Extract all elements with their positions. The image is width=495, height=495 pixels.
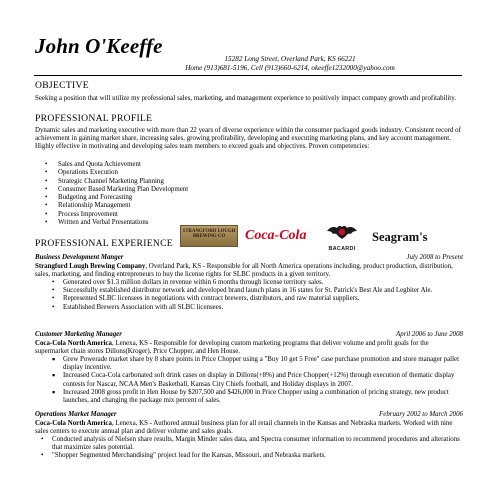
list-item: ▪ Increased Coca-Cola carbonated soft drink cases on display in Dillons(+8%) and Price Chopper(+12%) through execution of thematic display contests for Nascar, NCAA Men's Basketball, Kansas City Chiefs football, and Holiday displays in 2007.: [52, 372, 463, 388]
job-title: Customer Marketing Manager: [35, 331, 122, 338]
candidate-name: John O'Keeffe: [35, 34, 163, 58]
list-item: • Successfully established distributor network and developed brand launch plans in 16 states for St. Patrick's Best Ale and Legbiter Ale.: [52, 287, 463, 295]
job-entry: [35, 331, 463, 405]
objective-text: Seeking a position that will utilize my professional sales, marketing, and management experience to positively impact company growth and profitability.: [35, 95, 456, 102]
job-summary: [35, 340, 463, 356]
job-company: Strangford Lough Brewing Company: [35, 262, 146, 270]
competency-list: [45, 161, 188, 227]
job-summary: [35, 263, 463, 279]
list-item: • Established Brewers Association with all SLBC licensees.: [52, 304, 463, 312]
bacardi-logo: [325, 223, 359, 252]
job-dates: April 2006 to June 2008: [396, 331, 463, 338]
list-item: ▪ Increased 2008 gross profit in Hen House by $207,500 and $426,000 in Price Chopper using a combination of pricing strategy, new product launches, and changing the package mix percent of sales.: [52, 389, 463, 405]
list-item: ▪ Grew Powerade market share by 8 share points in Price Chopper using a "Buy 10 get 5 Free" case purchase promotion and store manager pallet display incentive.: [52, 356, 463, 372]
job-bullet-list: [35, 436, 463, 461]
job-header: [35, 331, 463, 340]
job-entry: [35, 411, 463, 461]
job-title: Operations Market Manager: [35, 411, 117, 418]
contact-line: Home (913)681-5196, Cell (913)660-6214, okeeffe1232000@yahoo.com: [185, 64, 395, 72]
list-item: • "Shopper Segmented Merchandising" project lead for the Kansas, Missouri, and Nebraska markets.: [41, 452, 463, 460]
job-dates: February 2002 to March 2006: [379, 411, 463, 418]
address-line: 15282 Long Street, Overland Park, KS 66221: [224, 55, 356, 63]
bat-icon: [325, 223, 359, 241]
list-item: • Budgeting and Forecasting: [45, 194, 188, 202]
contact-block: [170, 55, 410, 73]
profile-heading: PROFESSIONAL PROFILE: [35, 113, 153, 124]
list-item: • Operations Execution: [45, 169, 188, 177]
job-dates: July 2008 to Present: [406, 254, 463, 261]
seagrams-logo: [372, 230, 434, 246]
list-item: • Conducted analysis of Nielsen share results, Margin Minder sales data, and Spectra consumer information to recommend procedures and alterations that maximize sales potential.: [41, 436, 463, 452]
job-title: Business Development Manger: [35, 254, 124, 261]
list-item: • Generated over $1.3 million dollars in revenue within 6 months through license territory sales.: [52, 279, 463, 287]
header-rule: [34, 75, 462, 76]
job-header: [35, 254, 463, 263]
experience-heading: PROFESSIONAL EXPERIENCE: [35, 238, 173, 249]
job-company: Coca-Cola North America: [35, 419, 112, 427]
profile-text: Dynamic sales and marketing executive with more than 22 years of diverse experience within the consumer packaged goods industry. Consistent record of achievement in gaining market share, increasing sales, growing profitability, developing and executing marketing plans, and key account management. Highly effective in motivating and developing sales team members to exceed goals and objectives. Proven competencies:: [35, 127, 461, 151]
job-company: Coca-Cola North America: [35, 339, 112, 347]
seagrams-logo-text: Seagram's: [372, 230, 428, 244]
job-summary-text: , Overland Park, KS - Responsible for all North America operations including, product production, distribution, sales, marketing, and finding entrepreneurs to buy the license rights for SLBC products in a given territory.: [35, 262, 453, 278]
strangford-lough-logo: [180, 225, 238, 247]
coca-cola-logo-text: Coca-Cola: [245, 228, 307, 243]
list-item: • Relationship Management: [45, 202, 188, 210]
job-summary-text: , Lenexa, KS - Authored annual business plan for all retail channels in the Kansas and Nebraska markets. Worked with nine sales centers to execute annual plan and deliver volume and sales goals.: [35, 419, 453, 435]
job-summary: [35, 420, 463, 436]
job-entry: [35, 254, 463, 312]
job-bullet-list: [35, 279, 463, 312]
list-item: • Sales and Quota Achievement: [45, 161, 188, 169]
objective-heading: OBJECTIVE: [35, 80, 89, 91]
job-summary-text: , Lenexa, KS - Responsible for developing custom marketing programs that deliver volume and profit goals for the supermarket chain stores Dillons(Kroger), Price Chopper, and Hen House.: [35, 339, 429, 355]
lough-logo-text: STRANGFORD LOUGH BREWING CO: [182, 229, 236, 240]
list-item: • Represented SLBC licensees in negotiations with contract brewers, distributors, and raw material suppliers.: [52, 295, 463, 303]
list-item: • Process Improvement: [45, 211, 188, 219]
job-header: [35, 411, 463, 420]
list-item: • Strategic Channel Marketing Planning: [45, 178, 188, 186]
list-item: • Consumer Based Marketing Plan Development: [45, 186, 188, 194]
job-bullet-list: [35, 356, 463, 405]
bacardi-logo-text: BACARDI: [328, 246, 356, 252]
list-item: • Written and Verbal Presentations: [45, 219, 188, 227]
coca-cola-logo: [245, 228, 307, 248]
